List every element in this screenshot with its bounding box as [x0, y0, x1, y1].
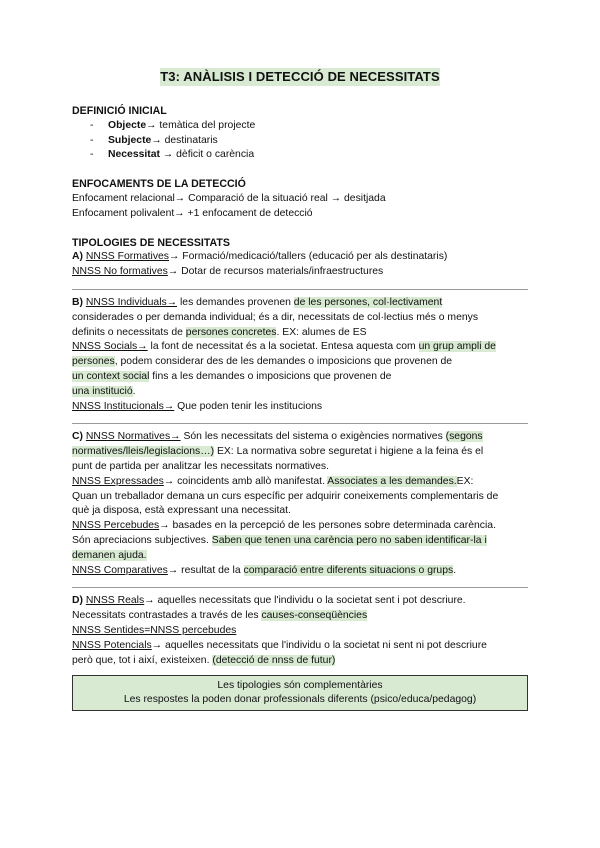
text: → coincidents amb allò manifestat.	[163, 475, 328, 487]
page-title: T3: ANÀLISIS I DETECCIÓ DE NECESSITATS	[160, 69, 440, 84]
highlight: de les persones, col·lectivament	[293, 296, 443, 308]
text: què ja disposa, està expressant una necessitat.	[72, 505, 291, 517]
text: .	[132, 385, 136, 397]
text: .	[453, 564, 457, 576]
section-label: A)	[72, 251, 83, 263]
term: Necessitat	[108, 149, 160, 161]
highlight: persones concretes	[185, 326, 277, 338]
divider	[72, 587, 528, 588]
text: → aquelles necessitats que l'individu o la societat ni sent ni pot descriure	[151, 639, 487, 651]
list-item	[72, 148, 528, 163]
term: NNSS Potencials	[72, 639, 152, 651]
text: però que, tot i així, existeixen.	[72, 654, 213, 666]
text: Necessitats contrastades a través de les	[72, 610, 262, 622]
paragraph-line: Enfocament relacional→ Comparació de la situació real → desitjada	[72, 192, 386, 204]
definition: temàtica del projecte	[156, 119, 256, 131]
term: Subjecte	[108, 134, 152, 146]
highlight: demanen ajuda.	[72, 549, 147, 561]
paragraph-line: Enfocament polivalent→ +1 enfocament de detecció	[72, 207, 313, 219]
definition: destinataris	[161, 134, 218, 146]
text: → resultat de la	[167, 564, 244, 576]
list-item	[72, 119, 528, 134]
term: NNSS No formatives	[72, 266, 168, 278]
typology-d	[72, 594, 528, 668]
typology-b	[72, 296, 528, 414]
definition: dèficit o carència	[173, 149, 255, 161]
term: NNSS Normatives→	[85, 431, 181, 443]
list-item	[72, 134, 528, 149]
text: punt de partida per analitzar les necessitats normatives.	[72, 460, 330, 472]
term: NNSS Percebudes	[72, 520, 160, 532]
divider	[72, 423, 528, 424]
highlight: (segons	[445, 431, 483, 443]
highlight: normatives/lleis/legislacions…)	[72, 446, 215, 458]
text: → basades en la percepció de les persones sobre determinada carència.	[159, 520, 496, 532]
summary-line: Les tipologies són complementàries	[217, 680, 383, 692]
highlight: una institució	[72, 385, 133, 397]
highlight: un context social	[72, 370, 150, 382]
arrow: →	[159, 149, 174, 161]
text: . EX: alumes de ES	[276, 326, 367, 338]
text: → aquelles necessitats que l'individu o la societat sent i pot descriure.	[144, 595, 466, 607]
section-label: D)	[72, 595, 83, 607]
text: , podem considerar des de les demandes o imposicions que provenen de	[114, 356, 453, 368]
arrow: →	[146, 119, 157, 131]
highlight: (detecció de nnss de futur)	[212, 654, 336, 666]
highlight: Associates a les demandes.	[327, 475, 457, 487]
definition: → Formació/medicació/tallers (educació per als destinataris)	[169, 251, 448, 263]
section-heading-tipologies: TIPOLOGIES DE NECESSITATS	[72, 236, 230, 249]
section-heading-enfocaments: ENFOCAMENTS DE LA DETECCIÓ	[72, 178, 246, 191]
divider	[72, 289, 528, 290]
text: definits o necessitats de	[72, 326, 186, 338]
term: NNSS Sentides=NNSS percebudes	[72, 624, 237, 636]
summary-box	[72, 675, 528, 711]
highlight: comparació entre diferents situacions o grups	[243, 564, 454, 576]
term: NNSS Socials→	[72, 341, 148, 353]
text: Quan un treballador demana un curs específic per adquirir coneixements complementaris de	[72, 490, 499, 502]
text: Que poden tenir les institucions	[174, 400, 323, 412]
term: NNSS Formatives	[85, 251, 169, 263]
text: EX:	[456, 475, 474, 487]
term: NNSS Expressades	[72, 475, 164, 487]
term: NNSS Comparatives	[72, 564, 168, 576]
highlight: causes-conseqüències	[261, 610, 368, 622]
typology-c	[72, 430, 528, 578]
definition: → Dotar de recursos materials/infraestructures	[167, 266, 384, 278]
text: la font de necessitat és a la societat. Entesa aquesta com	[147, 341, 419, 353]
term: NNSS Reals	[85, 595, 145, 607]
arrow: →	[151, 134, 162, 146]
typology-a	[72, 250, 528, 280]
text: fins a les demandes o imposicions que provenen de	[149, 370, 392, 382]
text: Són apreciacions subjectives.	[72, 534, 212, 546]
highlight: persones	[72, 356, 115, 368]
text: EX: La normativa sobre seguretat i higiene a la feina és el	[214, 446, 484, 458]
highlight: Saben que tenen una carència pero no saben identificar-la i	[211, 534, 487, 546]
highlight: un grup ampli de	[418, 341, 496, 353]
section-heading-definicio: DEFINICIÓ INICIAL	[72, 105, 167, 117]
term: NNSS Individuals→	[85, 296, 178, 308]
text: Són les necessitats del sistema o exigències normatives	[180, 431, 446, 443]
section-label: B)	[72, 296, 83, 308]
text: considerades o per demanda individual; és a dir, necessitats de col·lectius més o menys	[72, 311, 479, 323]
term: NNSS Institucionals→	[72, 400, 175, 412]
section-label: C)	[72, 431, 83, 443]
summary-line: Les respostes la poden donar professionals diferents (psico/educa/pedagog)	[123, 694, 477, 706]
document-page	[72, 68, 528, 711]
text: les demandes provenen	[177, 296, 294, 308]
term: Objecte	[108, 119, 147, 131]
